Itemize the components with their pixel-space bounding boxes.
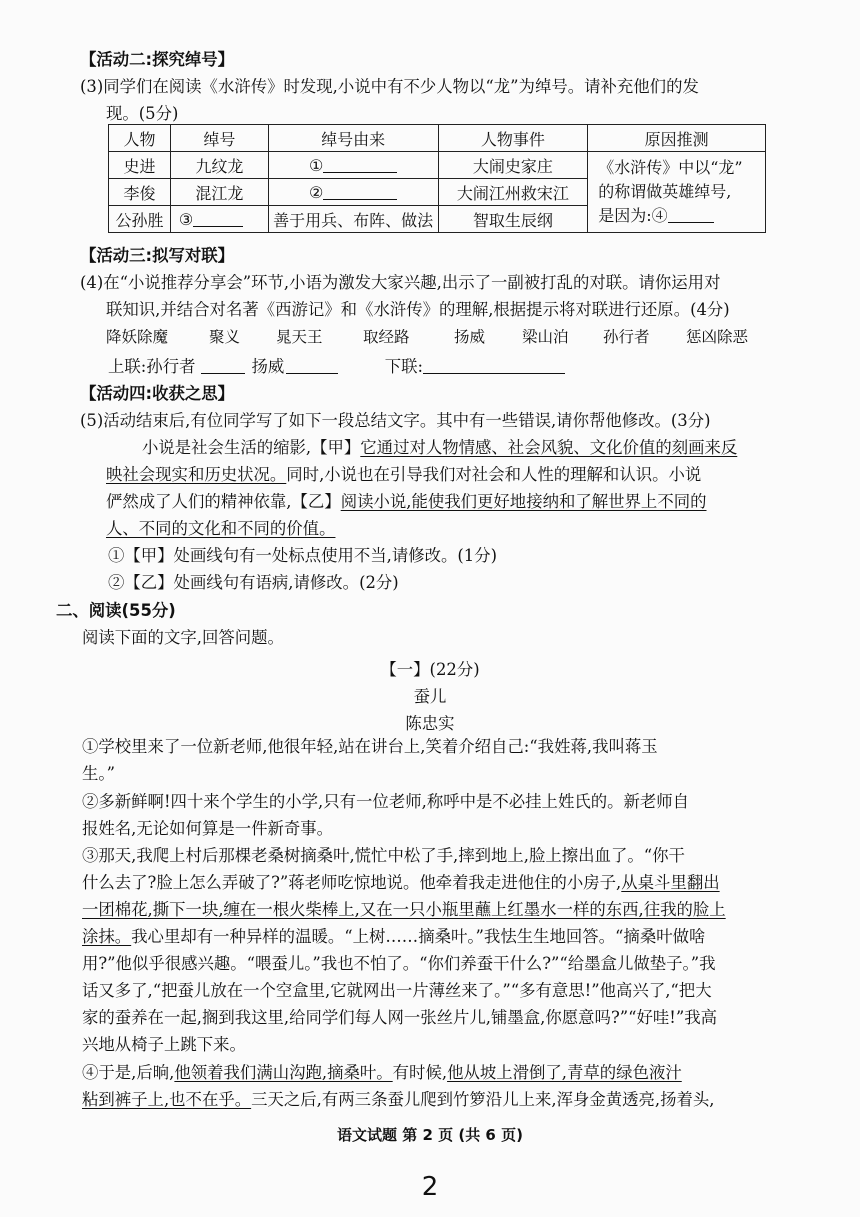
table-cell xyxy=(170,206,268,233)
summary-line-4 xyxy=(106,519,335,539)
word-chip: 孙行者 xyxy=(603,328,650,346)
story-text: 我心里却有一种异样的温暖。“上树……摘桑叶。”我怯生生地回答。“摘桑叶做啥 xyxy=(131,927,706,946)
underlined-sentence: 涂抹。 xyxy=(82,927,132,946)
underlined-sentence: 从桌斗里翻出 xyxy=(621,873,720,892)
summary-line-3 xyxy=(106,492,707,512)
table-header: 人物事件 xyxy=(438,125,588,152)
table-header: 绰号 xyxy=(170,125,268,152)
story-text: ④于是,后晌, xyxy=(82,1063,175,1082)
reason-cell xyxy=(588,152,766,233)
activity2-heading: 【活动二:探究绰号】 xyxy=(80,50,235,69)
story-p1-line2: 生。” xyxy=(82,764,115,783)
story-text: 有时候, xyxy=(392,1063,448,1082)
page-number: 2 xyxy=(421,1172,439,1202)
sub-question-2: ②【乙】处画线句有语病,请修改。(2分) xyxy=(108,573,399,592)
story-title: 蚕儿 xyxy=(413,687,447,706)
part-heading: 【一】(22分) xyxy=(380,660,480,679)
reason-text: 是因为:④ xyxy=(598,206,668,225)
table-row xyxy=(109,152,766,179)
q5-line: (5)活动结束后,有位同学写了如下一段总结文字。其中有一些错误,请你帮他修改。(3分) xyxy=(80,411,711,430)
q3-line2: 现。(5分) xyxy=(106,104,179,123)
underlined-sentence-jia-end: 映社会现实和历史状况。 xyxy=(106,465,287,484)
underlined-sentence: 一团棉花,撕下一块,缠在一根火柴棒上,又在一只小瓶里蘸上红墨水一样的东西,往我的脸上 xyxy=(82,900,726,919)
summary-line-2 xyxy=(106,465,701,485)
section2-heading: 二、阅读(55分) xyxy=(56,601,176,620)
table-cell: 大闹江州救宋江 xyxy=(438,179,588,206)
summary-text: 俨然成了人们的精神依靠,【乙】 xyxy=(106,492,341,511)
word-chip: 降妖除魔 xyxy=(106,328,169,346)
summary-text: 小说是社会生活的缩影,【甲】 xyxy=(142,438,361,457)
story-p4-line2 xyxy=(82,1090,715,1110)
underlined-sentence: 粘到裤子上,也不在乎。 xyxy=(82,1090,252,1109)
answer-blank xyxy=(193,212,243,227)
table-cell xyxy=(268,179,438,206)
upper-couplet-label: 上联:孙行者 xyxy=(108,357,196,376)
story-p3-line8: 兴地从椅子上跳下来。 xyxy=(82,1035,246,1054)
answer-blank xyxy=(323,185,397,200)
story-author: 陈忠实 xyxy=(405,714,455,733)
story-p2-line2: 报姓名,无论如何算是一件新奇事。 xyxy=(82,819,334,838)
story-p3-line3 xyxy=(82,900,726,920)
table-cell: 公孙胜 xyxy=(109,206,171,233)
table-header-row xyxy=(109,125,766,152)
story-text: 三天之后,有两三条蚕儿爬到竹箩沿儿上来,浑身金黄透亮,扬着头, xyxy=(251,1090,715,1109)
reason-line: 的称谓做英雄绰号, xyxy=(598,182,732,201)
summary-text: 同时,小说也在引导我们对社会和人性的理解和认识。小说 xyxy=(286,465,702,484)
table-cell: 史进 xyxy=(109,152,171,179)
story-p3-line2 xyxy=(82,873,720,893)
sub-question-1: ①【甲】处画线句有一处标点使用不当,请修改。(1分) xyxy=(108,546,498,565)
story-p3-line6: 话又多了,“把蚕儿放在一个空盒里,它就网出一片薄丝来了。”“多有意思!”他高兴了,“把大 xyxy=(82,981,712,1000)
table-cell: 李俊 xyxy=(109,179,171,206)
story-p3-line7: 家的蚕养在一起,搁到我这里,给同学们每人网一张丝片儿,铺墨盒,你愿意吗?”“好哇!”我高 xyxy=(82,1008,718,1027)
word-chip: 聚义 xyxy=(209,328,241,346)
story-p2-line1: ②多新鲜啊!四十来个学生的小学,只有一位老师,称呼中是不必挂上姓氏的。新老师自 xyxy=(82,792,690,811)
answer-blank xyxy=(423,359,565,374)
underlined-sentence-yi: 阅读小说,能使我们更好地接纳和了解世界上不同的 xyxy=(340,492,707,511)
story-p3-line4 xyxy=(82,927,705,947)
story-p4-line1 xyxy=(82,1063,682,1083)
underlined-sentence-yi-end: 人、不同的文化和不同的价值。 xyxy=(106,519,336,538)
activity3-heading: 【活动三:拟写对联】 xyxy=(80,246,235,265)
table-header: 绰号由来 xyxy=(268,125,438,152)
answer-blank xyxy=(323,158,397,173)
table-cell: 大闹史家庄 xyxy=(438,152,588,179)
story-p1-line1: ①学校里来了一位新老师,他很年轻,站在讲台上,笑着介绍自己:“我姓蒋,我叫蒋玉 xyxy=(82,737,658,756)
table-cell: 智取生辰纲 xyxy=(438,206,588,233)
word-chip: 扬威 xyxy=(454,328,486,346)
page-footer: 语文试题 第 2 页 (共 6 页) xyxy=(337,1126,523,1144)
word-chip: 取经路 xyxy=(363,328,410,346)
summary-line-1 xyxy=(142,438,737,458)
word-chip: 惩凶除恶 xyxy=(686,328,749,346)
table-cell xyxy=(268,152,438,179)
story-p3-line5: 用?”他似乎很感兴趣。“喂蚕儿。”我也不怕了。“你们养蚕干什么?”“给墨盒儿做垫子。”我 xyxy=(82,954,716,973)
table-cell: 混江龙 xyxy=(170,179,268,206)
blank-marker: ① xyxy=(309,155,324,175)
lower-couplet-label: 下联: xyxy=(384,357,424,376)
reason-line: 《水浒传》中以“龙” xyxy=(598,158,743,177)
answer-blank xyxy=(668,208,714,223)
underlined-sentence: 他领着我们满山沟跑,摘桑叶。 xyxy=(174,1063,393,1082)
q4-line2: 联知识,并结合对名著《西游记》和《水浒传》的理解,根据提示将对联进行还原。(4分) xyxy=(106,300,730,319)
answer-blank xyxy=(286,359,338,374)
q4-line1: (4)在“小说推荐分享会”环节,小语为激发大家兴趣,出示了一副被打乱的对联。请你运用对 xyxy=(80,273,721,292)
nickname-table xyxy=(108,124,766,233)
story-p3-line1: ③那天,我爬上村后那棵老桑树摘桑叶,慌忙中松了手,摔到地上,脸上擦出血了。“你干 xyxy=(82,846,685,865)
underlined-sentence: 他从坡上滑倒了,青草的绿色液汁 xyxy=(447,1063,682,1082)
blank-marker: ② xyxy=(309,182,324,202)
q3-line1: (3)同学们在阅读《水浒传》时发现,小说中有不少人物以“龙”为绰号。请补充他们的发 xyxy=(80,77,699,96)
reason-line-3 xyxy=(598,204,765,228)
upper-couplet-mid: 扬威 xyxy=(251,357,285,376)
word-chip: 梁山泊 xyxy=(522,328,569,346)
section2-instruction: 阅读下面的文字,回答问题。 xyxy=(82,628,284,647)
table-cell: 九纹龙 xyxy=(170,152,268,179)
table-header: 人物 xyxy=(109,125,171,152)
answer-blank xyxy=(201,359,245,374)
activity4-heading: 【活动四:收获之思】 xyxy=(80,384,235,403)
table-cell: 善于用兵、布阵、做法 xyxy=(268,206,438,233)
story-text: 什么去了?脸上怎么弄破了?”蒋老师吃惊地说。他牵着我走进他住的小房子, xyxy=(82,873,622,892)
table-header: 原因推测 xyxy=(588,125,766,152)
couplet-answer-line xyxy=(108,357,565,377)
word-chip: 晁天王 xyxy=(276,328,323,346)
underlined-sentence-jia: 它通过对人物情感、社会风貌、文化价值的刻画来反 xyxy=(360,438,738,457)
blank-marker: ③ xyxy=(178,209,194,229)
